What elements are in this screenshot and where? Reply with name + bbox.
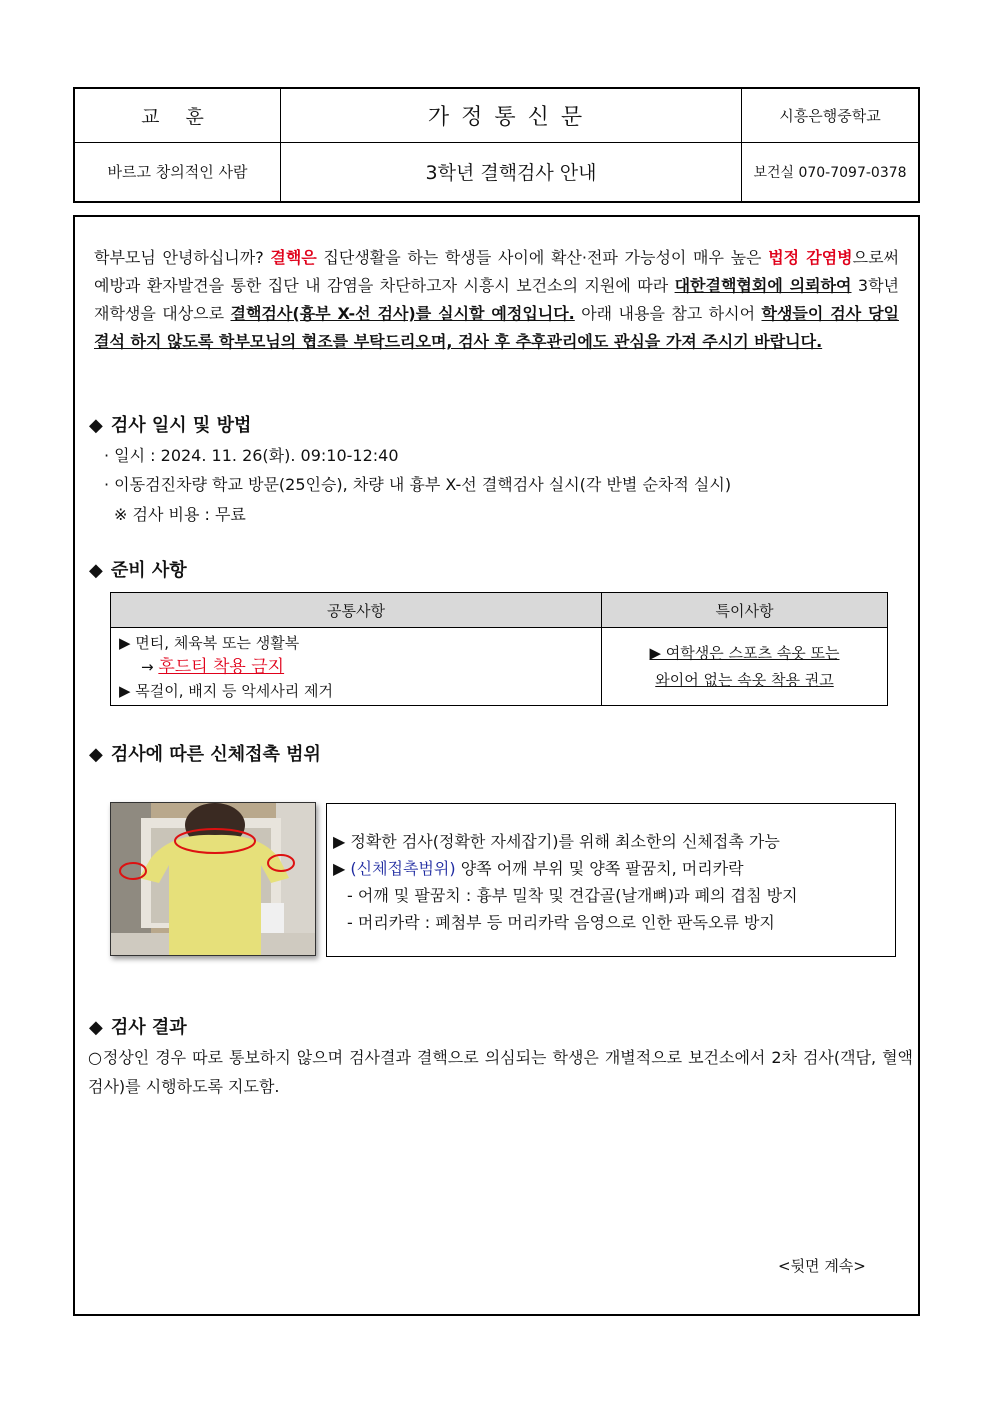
intro-emphasis: 대한결핵협회에 의뢰하여 bbox=[674, 276, 852, 295]
continue-note: <뒷면 계속> bbox=[778, 1257, 866, 1275]
newsletter-title: 가정통신문 bbox=[281, 88, 742, 142]
common-item-clothes: ▶ 면티, 체육복 또는 생활복 bbox=[119, 633, 300, 652]
section-title-preparation bbox=[89, 556, 187, 582]
contact-range-text: 양쪽 어깨 부위 및 양쪽 팔꿈치, 머리카락 bbox=[455, 859, 744, 878]
special-item-line1: ▶ 여학생은 스포츠 속옷 또는 bbox=[649, 643, 840, 662]
section-title-text: 검사 결과 bbox=[110, 1017, 187, 1038]
hoodie-warning: 후드티 착용 금지 bbox=[158, 656, 285, 677]
schedule-date: · 일시 : 2024. 11. 26(화). 09:10-12:40 bbox=[104, 446, 399, 465]
header-table bbox=[73, 87, 920, 203]
section-title-schedule bbox=[89, 411, 251, 437]
intro-text: 아래 내용을 참고 하시어 bbox=[574, 304, 762, 323]
intro-text: 집단생활을 하는 학생들 사이에 확산·전파 가능성이 매우 높은 bbox=[316, 248, 769, 267]
contact-line-1: ▶ 정확한 검사(정확한 자세잡기)를 위해 최소한의 신체접촉 가능 bbox=[333, 832, 780, 851]
intro-text: 으로써 예방과 환자발견을 통한 집단 내 감염을 차단하고자 시흥시 보건소의 지원에 따라 bbox=[94, 248, 899, 295]
diamond-icon: ◆ bbox=[89, 744, 103, 765]
motto-label: 교 훈 bbox=[74, 88, 281, 142]
section-title-text: 검사에 따른 신체접촉 범위 bbox=[110, 744, 321, 765]
contact-line-2 bbox=[333, 856, 744, 879]
xray-posture-illustration bbox=[111, 803, 315, 955]
preparation-table bbox=[110, 592, 888, 706]
schedule-cost: ※ 검사 비용 : 무료 bbox=[114, 505, 246, 524]
bullet-text: ▶ bbox=[333, 859, 351, 878]
motto-text: 바르고 창의적인 사람 bbox=[74, 142, 281, 202]
schedule-method: · 이동검진차량 학교 방문(25인승), 차량 내 흉부 X-선 결핵검사 실시(각 반별 순차적 실시) bbox=[104, 475, 732, 494]
common-item-accessory: ▶ 목걸이, 배지 등 악세사리 제거 bbox=[119, 681, 334, 700]
school-name: 시흥은행중학교 bbox=[742, 88, 920, 142]
xray-posture-photo bbox=[110, 802, 316, 956]
common-item-hoodie bbox=[119, 655, 593, 679]
result-text: ○정상인 경우 따로 통보하지 않으며 검사결과 결핵으로 의심되는 학생은 개별적으로 보건소에서 2차 검사(객담, 혈액검사)를 시행하도록 지도함. bbox=[88, 1048, 913, 1096]
contact-line-3: - 어깨 및 팔꿈치 : 흉부 밀착 및 견갑골(날개뼈)과 폐의 겹침 방지 bbox=[347, 886, 798, 905]
diamond-icon: ◆ bbox=[89, 560, 103, 581]
intro-text: 3학년 재학생을 대상으로 bbox=[94, 276, 900, 323]
special-cell bbox=[602, 628, 888, 706]
section-title-contact bbox=[89, 740, 321, 766]
intro-highlight: 법정 감염병 bbox=[768, 248, 853, 267]
contact-range-box bbox=[326, 803, 896, 957]
diamond-icon: ◆ bbox=[89, 415, 103, 436]
intro-text: 학부모님 안녕하십니까? bbox=[94, 248, 271, 267]
special-item-line2: 와이어 없는 속옷 착용 권고 bbox=[655, 670, 834, 689]
arrow-text: → bbox=[141, 657, 159, 676]
section-title-text: 검사 일시 및 방법 bbox=[110, 415, 252, 436]
intro-paragraph bbox=[94, 244, 899, 356]
contact-range-label: (신체접촉범위) bbox=[350, 859, 456, 878]
section-title-result bbox=[89, 1013, 187, 1039]
contact-info: 보건실 070-7097-0378 bbox=[742, 142, 920, 202]
intro-emphasis: 결핵검사(흉부 X-선 검사)를 실시할 예정입니다. bbox=[230, 304, 575, 323]
common-header: 공통사항 bbox=[111, 593, 602, 628]
common-cell bbox=[111, 628, 602, 706]
section-title-text: 준비 사항 bbox=[110, 560, 187, 581]
intro-highlight: 결핵은 bbox=[270, 248, 317, 267]
subject-title: 3학년 결핵검사 안내 bbox=[281, 142, 742, 202]
diamond-icon: ◆ bbox=[89, 1017, 103, 1038]
intro-emphasis: 학생들이 검사 당일 결석 하지 않도록 학부모님의 협조를 부탁드리오며, 검사 후 추후관리에도 관심을 가져 주시기 바랍니다. bbox=[94, 304, 899, 351]
special-header: 특이사항 bbox=[602, 593, 888, 628]
contact-line-4: - 머리카락 : 폐첨부 등 머리카락 음영으로 인한 판독오류 방지 bbox=[347, 913, 775, 932]
